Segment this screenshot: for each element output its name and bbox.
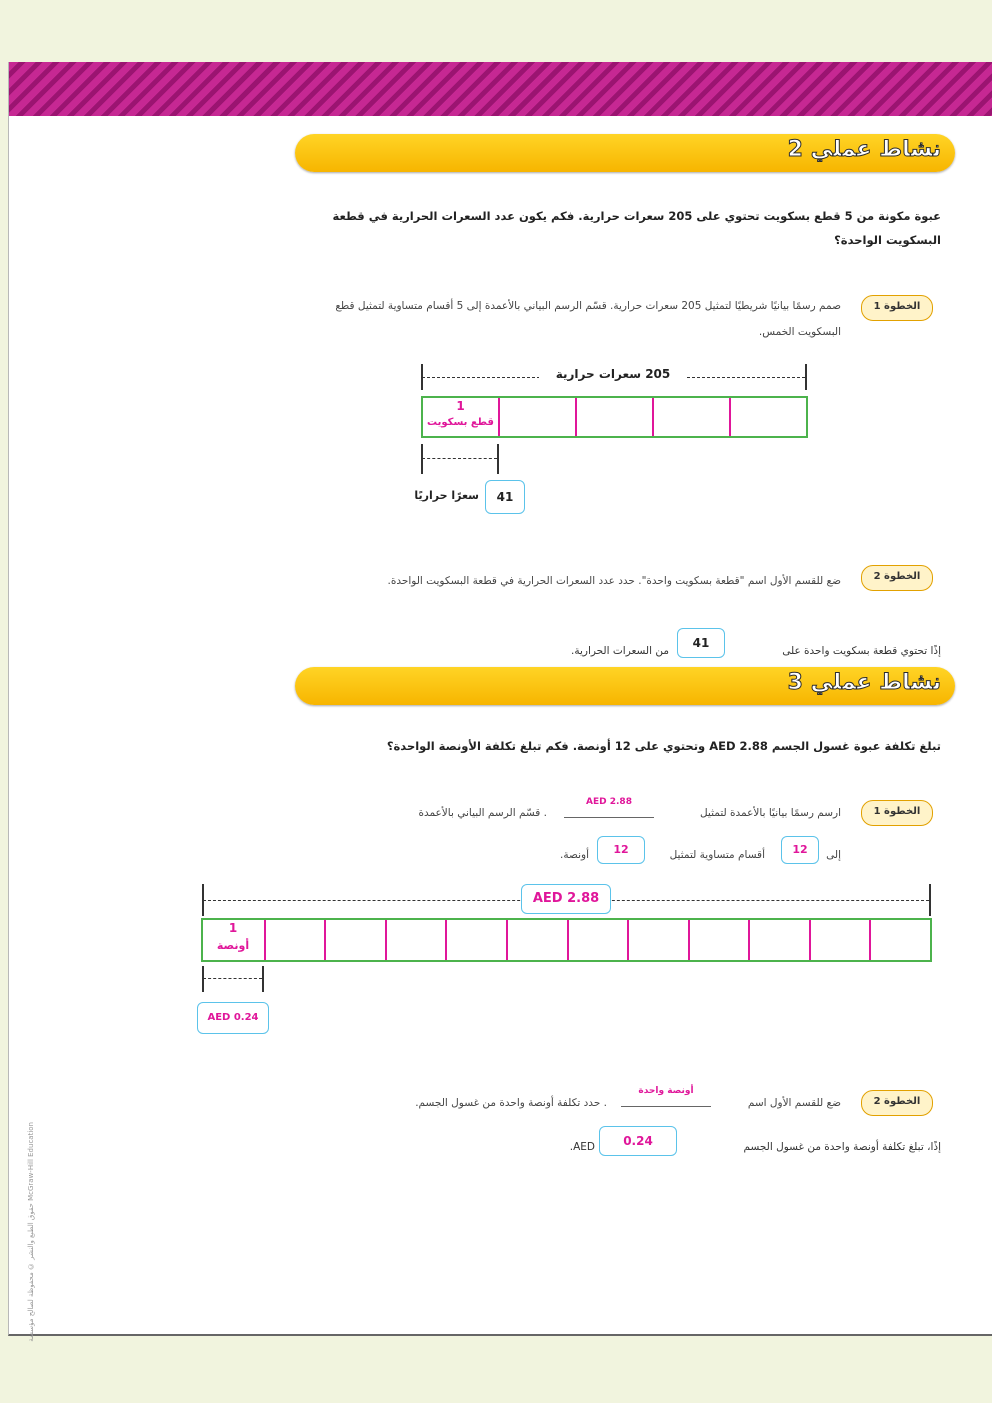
bar-divider xyxy=(688,920,690,960)
activity-3-step-2-blank: أونصة واحدة xyxy=(621,1086,711,1107)
ounce-dim-line xyxy=(203,978,262,979)
bar-divider xyxy=(567,920,569,960)
activity-3-step-2-badge: الخطوة 2 xyxy=(861,1090,933,1116)
top-banner xyxy=(9,62,992,116)
activity-3-step-2-text-b: . حدد تكلفة أونصة واحدة من غسول الجسم. xyxy=(415,1097,607,1109)
parts-count-box: 12 xyxy=(781,836,819,864)
unit-label: أونصة xyxy=(216,939,250,952)
activity-2-question: عبوة مكونة من 5 قطع بسكويت تحتوي على 205 سعرات حرارية. فكم يكون عدد السعرات الحرارية في قطعة البسكويت الواحدة؟ xyxy=(332,209,941,247)
activity-3-step-1-blank: AED 2.88 xyxy=(564,797,654,818)
ounce-dim-left-tick xyxy=(202,966,204,992)
bar-divider xyxy=(869,920,871,960)
activity-3-conclusion-prefix: إذًا، تبلغ تكلفة أونصة واحدة من غسول الجسم xyxy=(743,1141,941,1153)
activity-2-bar xyxy=(421,396,808,438)
activity-2-step-2-badge: الخطوة 2 xyxy=(861,565,933,591)
activity-2-title: نشاط عملي 2 xyxy=(787,137,941,162)
conclusion-calories-box: 41 xyxy=(677,628,725,658)
activity-2-conclusion-suffix: من السعرات الحرارية. xyxy=(570,645,669,657)
bar-divider xyxy=(324,920,326,960)
activity-2-step-1-text: صمم رسمًا بيانيًا شريطيًا لتمثيل 205 سعرات حرارية. قسّم الرسم البياني بالأعمدة إلى 5 أقسام متساوية لتمثيل قطع البسكويت الخمس. xyxy=(335,300,841,338)
bar-divider xyxy=(748,920,750,960)
bar-divider xyxy=(264,920,266,960)
price-dim-right-tick xyxy=(929,884,931,916)
answer-unit-label: سعرًا حراريًا xyxy=(414,489,479,502)
bar-divider xyxy=(729,398,731,436)
unit-dim-left-tick xyxy=(421,444,423,474)
activity-3-step-2-text-a: ضع للقسم الأول اسم xyxy=(747,1097,841,1109)
unit-number: 1 xyxy=(228,921,238,935)
answer-price-box: AED 0.24 xyxy=(197,1002,269,1034)
activity-3-step-1-text-e: أونصة. xyxy=(560,849,589,861)
bar-divider xyxy=(385,920,387,960)
activity-3-step-1-badge: الخطوة 1 xyxy=(861,800,933,826)
activity-3-step-1-text-a: ارسم رسمًا بيانيًا بالأعمدة لتمثيل xyxy=(699,807,841,819)
bar-divider xyxy=(506,920,508,960)
activity-2-conclusion-prefix: إذًا تحتوي قطعة بسكويت واحدة على xyxy=(782,645,941,657)
total-calories-label: 205 سعرات حرارية xyxy=(539,367,687,381)
activity-2-step-2-text: ضع للقسم الأول اسم "قطعة بسكويت واحدة". حدد عدد السعرات الحرارية في قطعة البسكويت الواحدة. xyxy=(387,575,841,587)
activity-3-conclusion-suffix: AED. xyxy=(569,1141,595,1153)
bar-divider xyxy=(445,920,447,960)
unit-label: قطع بسكويت xyxy=(427,417,494,428)
bar-divider xyxy=(652,398,654,436)
activity-3-header xyxy=(295,667,955,705)
activity-2-header xyxy=(295,134,955,172)
activity-3-title: نشاط عملي 3 xyxy=(787,670,941,695)
unit-dim-right-tick xyxy=(497,444,499,474)
unit-dim-line xyxy=(422,458,497,459)
unit-number: 1 xyxy=(456,399,465,413)
worksheet-page xyxy=(8,62,992,1342)
bar-divider xyxy=(627,920,629,960)
total-price-label: AED 2.88 xyxy=(521,884,611,914)
ounce-dim-right-tick xyxy=(262,966,264,992)
activity-3-step-1-text-c: إلى xyxy=(826,849,841,861)
activity-3-bar xyxy=(201,918,932,962)
copyright-side-text: حقوق الطبع والنشر © محفوظة لصالح مؤسسة McGraw-Hill Education xyxy=(27,1122,35,1342)
activity-3-question: تبلغ تكلفة عبوة غسول الجسم AED 2.88 وتحتوي على 12 أونصة. فكم تبلغ تكلفة الأونصة الواحدة؟ xyxy=(386,739,941,753)
activity-3-step-1-text-b: . قسّم الرسم البياني بالأعمدة xyxy=(418,807,547,819)
ounces-count-box: 12 xyxy=(597,836,645,864)
bar-divider xyxy=(498,398,500,436)
conclusion-price-box: 0.24 xyxy=(599,1126,677,1156)
total-dim-right-tick xyxy=(805,364,807,390)
bar-divider xyxy=(809,920,811,960)
bar-divider xyxy=(575,398,577,436)
activity-3-step-1-text-d: أقسام متساوية لتمثيل xyxy=(669,849,765,861)
activity-2-step-1-badge: الخطوة 1 xyxy=(861,295,933,321)
answer-calories-box: 41 xyxy=(485,480,525,514)
